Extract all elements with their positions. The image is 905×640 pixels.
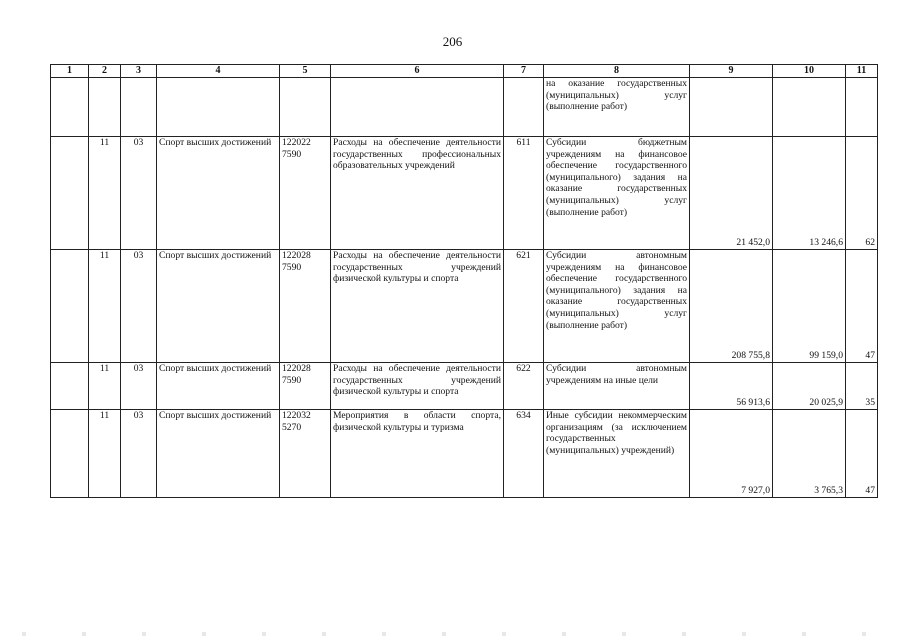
header-row <box>51 65 878 78</box>
table-cell <box>157 78 280 137</box>
cell-expense-type: Иные субсидии некоммерческим организациям (за исключением государственных (муниципальных) учреждений) <box>544 410 690 498</box>
table-cell <box>331 78 504 137</box>
table-row <box>51 410 878 498</box>
cell-col1 <box>51 363 89 410</box>
cell-subsection-name: Спорт высших достижений <box>157 410 280 498</box>
column-header: 8 <box>544 65 690 78</box>
cell-percent: 47 <box>846 250 878 363</box>
table-cell <box>89 78 121 137</box>
cell-target-name: Расходы на обеспечение деятельности государственных профессиональных образовательных учреждений <box>331 137 504 250</box>
cell-target-code: 122022 7590 <box>280 137 331 250</box>
page-number: 206 <box>442 34 463 49</box>
table-row <box>51 363 878 410</box>
cell-subsection-name: Спорт высших достижений <box>157 363 280 410</box>
cell-target-name: Мероприятия в области спорта, физической культуры и туризма <box>331 410 504 498</box>
cell-subsection: 03 <box>121 410 157 498</box>
table-row <box>51 250 878 363</box>
cell-percent: 47 <box>846 410 878 498</box>
cell-expense-code: 622 <box>504 363 544 410</box>
cell-expense-code: 634 <box>504 410 544 498</box>
cell-amount-actual: 99 159,0 <box>773 250 846 363</box>
cell-subsection: 03 <box>121 250 157 363</box>
table-cell <box>773 78 846 137</box>
budget-table <box>50 64 878 498</box>
column-header: 1 <box>51 65 89 78</box>
table-cell <box>690 78 773 137</box>
cell-percent: 35 <box>846 363 878 410</box>
column-header: 5 <box>280 65 331 78</box>
cell-section: 11 <box>89 363 121 410</box>
cell-section: 11 <box>89 137 121 250</box>
table-row <box>51 137 878 250</box>
table-cell <box>121 78 157 137</box>
cell-target-code: 122028 7590 <box>280 363 331 410</box>
table-cell <box>280 78 331 137</box>
cell-expense-type: на оказание государственных (муниципальных) услуг (выполнение работ) <box>544 78 690 137</box>
cell-subsection-name: Спорт высших достижений <box>157 250 280 363</box>
continuation-row <box>51 78 878 137</box>
cell-subsection: 03 <box>121 137 157 250</box>
column-header: 9 <box>690 65 773 78</box>
cell-amount-actual: 13 246,6 <box>773 137 846 250</box>
cell-expense-code: 611 <box>504 137 544 250</box>
cell-expense-type: Субсидии бюджетным учреждениям на финансовое обеспечение государственного (муниципального) задания на оказание государственных (муниципальных) услуг (выполнение работ) <box>544 137 690 250</box>
column-header: 11 <box>846 65 878 78</box>
cell-amount-actual: 20 025,9 <box>773 363 846 410</box>
cell-percent: 62 <box>846 137 878 250</box>
column-header: 4 <box>157 65 280 78</box>
column-header: 6 <box>331 65 504 78</box>
cell-amount-plan: 21 452,0 <box>690 137 773 250</box>
cell-section: 11 <box>89 250 121 363</box>
column-header: 3 <box>121 65 157 78</box>
cell-amount-plan: 56 913,6 <box>690 363 773 410</box>
cell-section: 11 <box>89 410 121 498</box>
cell-col1 <box>51 410 89 498</box>
column-header: 7 <box>504 65 544 78</box>
cell-expense-code: 621 <box>504 250 544 363</box>
column-header: 2 <box>89 65 121 78</box>
scan-artifact-strip <box>0 632 905 636</box>
cell-target-name: Расходы на обеспечение деятельности государственных учреждений физической культуры и спорта <box>331 250 504 363</box>
cell-amount-plan: 7 927,0 <box>690 410 773 498</box>
cell-amount-plan: 208 755,8 <box>690 250 773 363</box>
cell-col1 <box>51 250 89 363</box>
cell-amount-actual: 3 765,3 <box>773 410 846 498</box>
table-cell <box>846 78 878 137</box>
cell-target-code: 122032 5270 <box>280 410 331 498</box>
table-cell <box>504 78 544 137</box>
cell-col1 <box>51 137 89 250</box>
cell-subsection: 03 <box>121 363 157 410</box>
cell-target-code: 122028 7590 <box>280 250 331 363</box>
cell-subsection-name: Спорт высших достижений <box>157 137 280 250</box>
cell-expense-type: Субсидии автономным учреждениям на финансовое обеспечение государственного (муниципального) задания на оказание государственных (муниципальных) услуг (выполнение работ) <box>544 250 690 363</box>
table-cell <box>51 78 89 137</box>
column-header: 10 <box>773 65 846 78</box>
cell-expense-type: Субсидии автономным учреждениям на иные цели <box>544 363 690 410</box>
cell-target-name: Расходы на обеспечение деятельности государственных учреждений физической культуры и спорта <box>331 363 504 410</box>
